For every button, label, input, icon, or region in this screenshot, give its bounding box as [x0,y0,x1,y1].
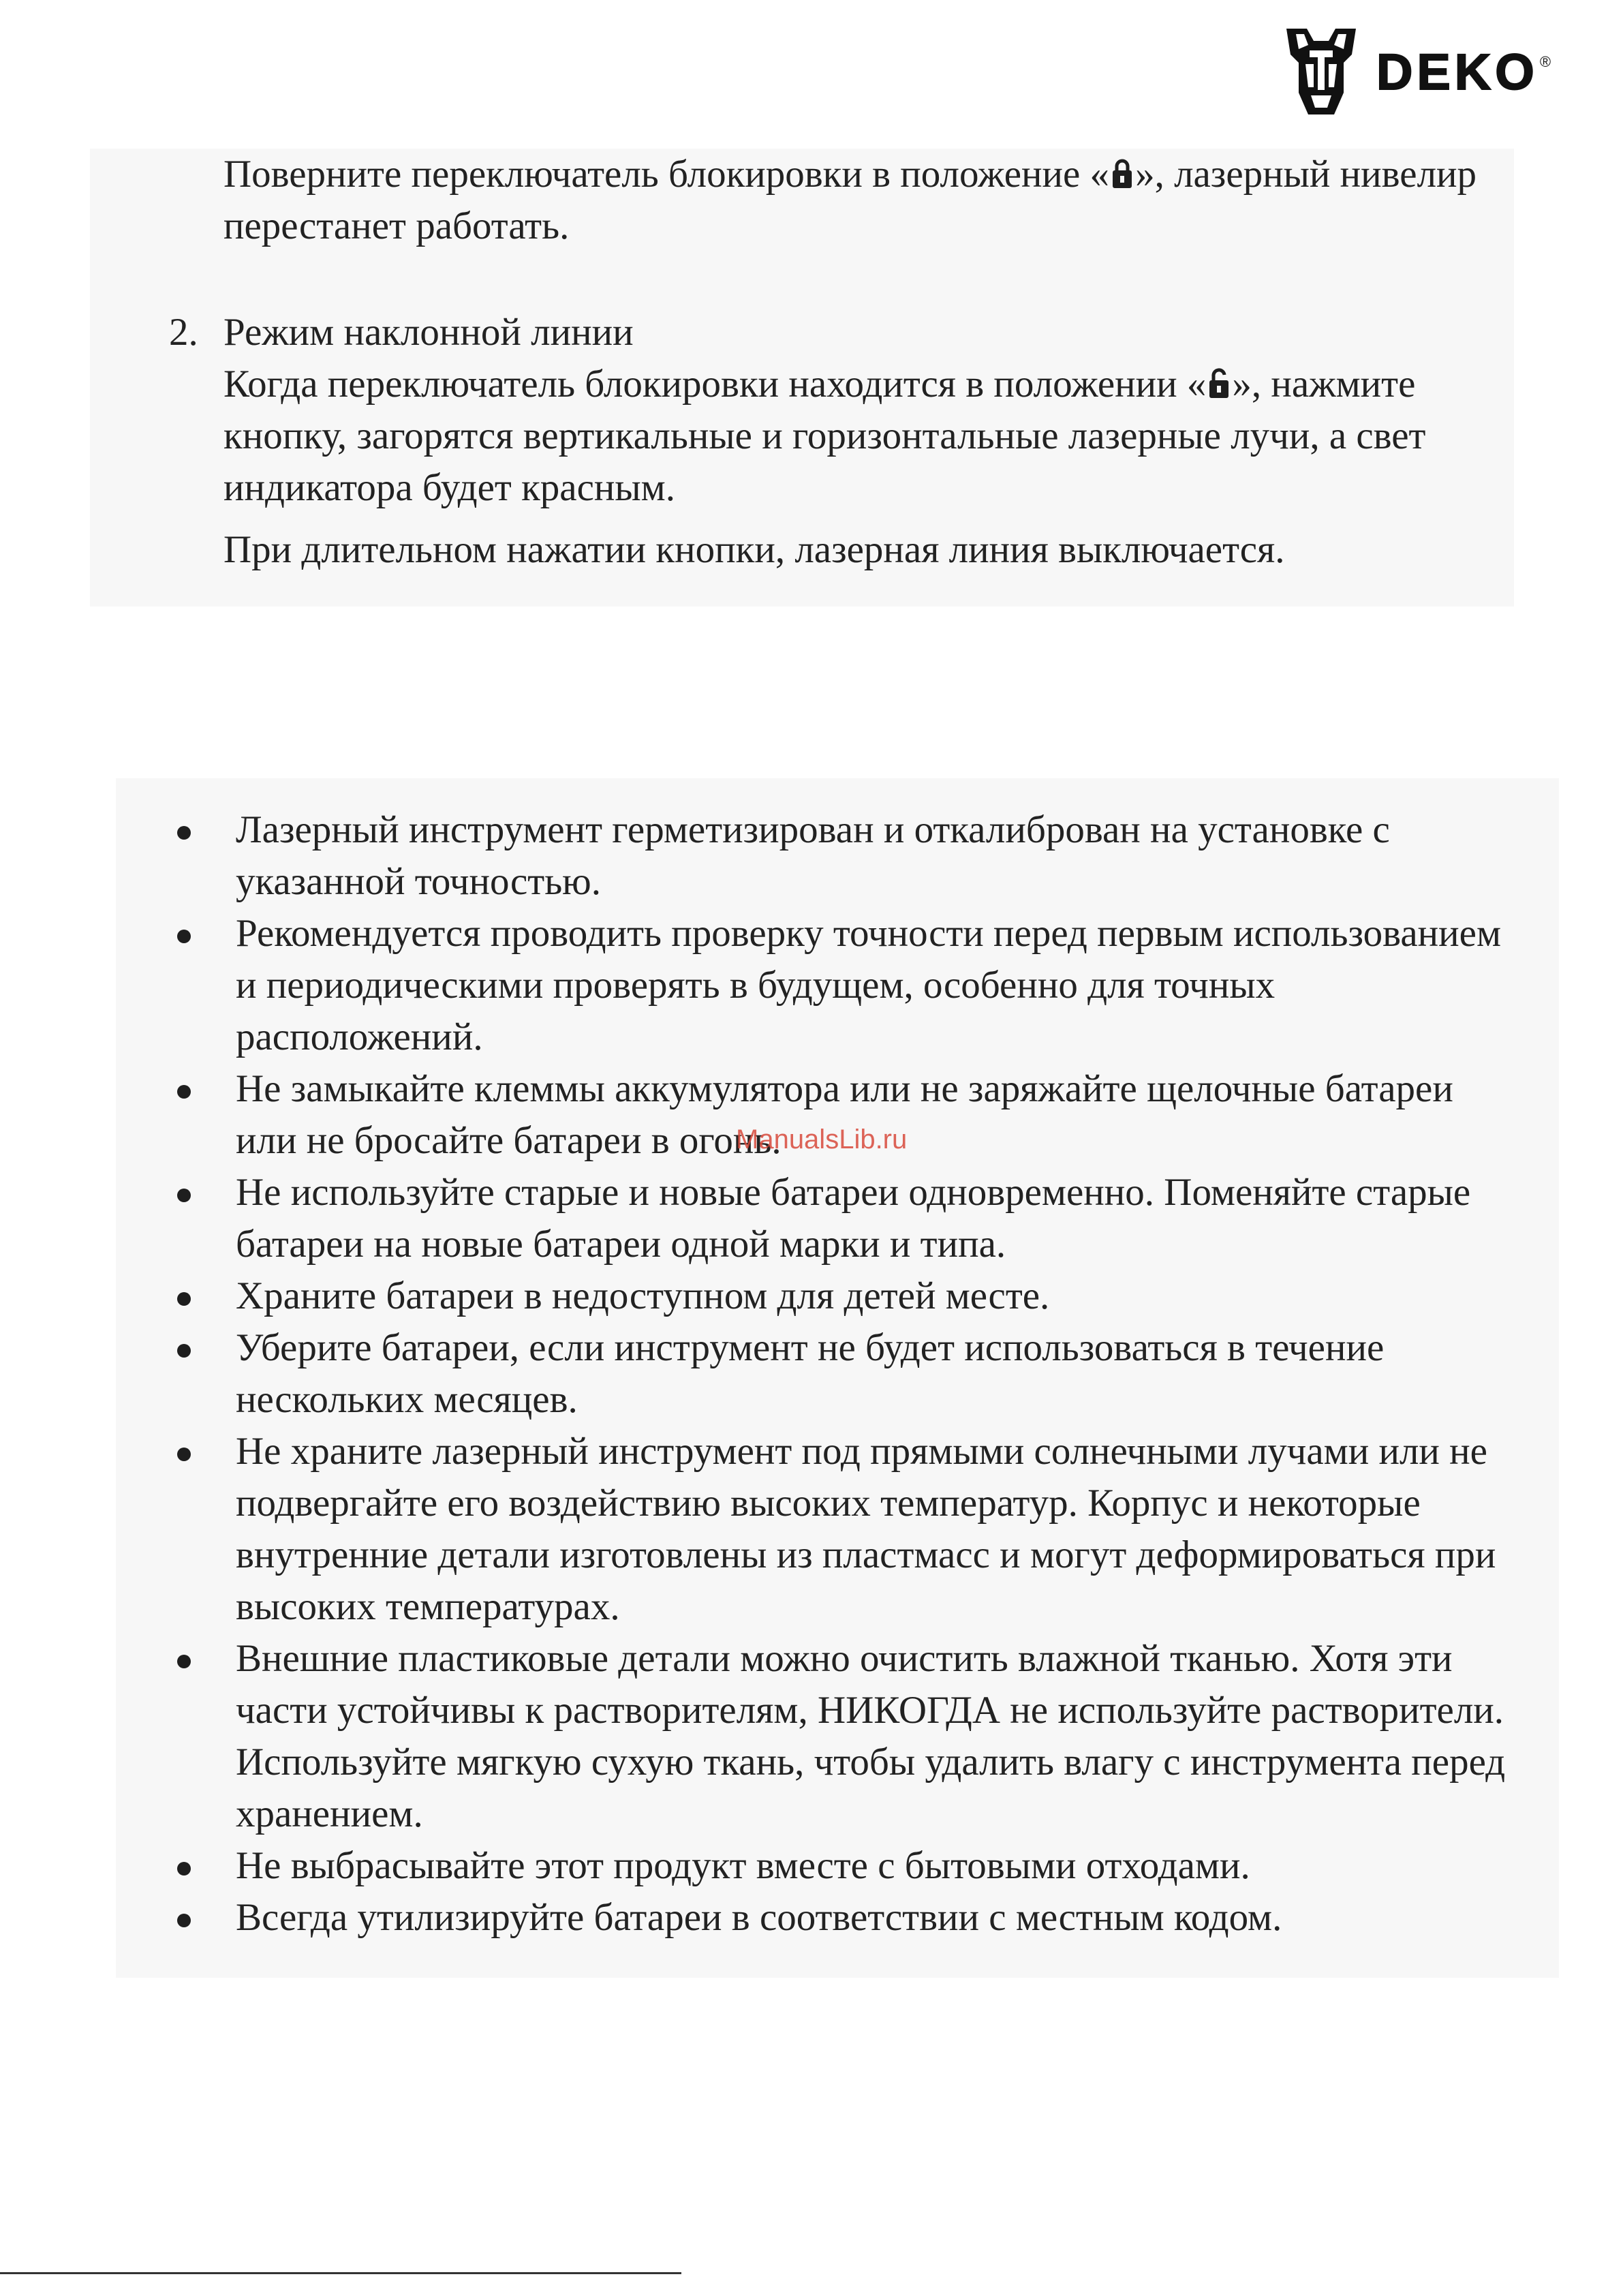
lock-switch-paragraph [223,149,1518,252]
section-heading [169,307,1518,358]
mode-paragraph-2: При длительном нажатии кнопки, лазерная линия выключается. [223,528,1285,571]
list-item-text: Не замыкайте клеммы аккумулятора или не заряжайте щелочные батареи или не бросайте батареи в огонь. [236,1067,1453,1162]
list-item [174,1270,1510,1322]
list-item-text: Внешние пластиковые детали можно очистить влажной тканью. Хотя эти части устойчивы к растворителям, НИКОГДА не используйте растворители. Используйте мягкую сухую ткань, чтобы удалить влагу с инструмента перед хранением. [236,1637,1506,1835]
lock-paragraph-text-end: », лазерный нивелир перестанет работать. [223,153,1477,247]
mode-paragraph-1 [223,358,1518,514]
list-item [174,1840,1510,1892]
brand-logo [1281,25,1581,120]
lock-paragraph-text-start: Поверните переключатель блокировки в положение « [223,153,1110,196]
list-item [174,1892,1510,1944]
section-title: Режим наклонной линии [223,311,634,354]
list-item [174,1322,1510,1426]
bullet-icon [177,1448,191,1461]
list-item [174,1633,1510,1840]
padlock-closed-icon [1111,158,1134,189]
registered-mark: ® [1539,53,1551,70]
watermark: ManualsLib.ru [736,1124,908,1154]
footnote-divider [0,2272,681,2274]
bullet-icon [177,1292,191,1306]
list-item-text: Не храните лазерный инструмент под прямыми солнечными лучами или не подвергайте его воздействию высоких температур. Корпус и некоторые внутренние детали изготовлены из пластмасс и могут деформироваться при высоких температурах. [236,1430,1496,1628]
bullet-icon [177,1862,191,1876]
list-item [174,908,1510,1063]
bullet-icon [177,1189,191,1202]
padlock-open-icon [1207,368,1231,399]
tilt-line-mode-section [169,307,1518,576]
list-item [174,1426,1510,1633]
brand-name: DEKO [1376,44,1539,100]
bullet-icon [177,1344,191,1358]
list-item-text: Лазерный инструмент герметизирован и откалиброван на установке с указанной точностью. [236,808,1390,903]
list-item-text: Всегда утилизируйте батареи в соответствии с местным кодом. [236,1896,1282,1939]
bullet-icon [177,826,191,840]
bullet-icon [177,930,191,943]
safety-notes-list [174,804,1510,1944]
section-body [169,358,1518,576]
list-item [174,804,1510,908]
list-item-text: Рекомендуется проводить проверку точности перед первым использованием и периодическими проверять в будущем, особенно для точных расположений. [236,912,1502,1058]
bullet-icon [177,1085,191,1099]
list-item-text: Уберите батареи, если инструмент не будет использоваться в течение нескольких месяцев. [236,1326,1385,1421]
deko-transformer-logo-icon [1281,25,1361,120]
mode-paragraph-1-start: Когда переключатель блокировки находится в положении « [223,363,1207,405]
bullet-icon [177,1655,191,1668]
list-item-text: Не используйте старые и новые батареи одновременно. Поменяйте старые батареи на новые батареи одной марки и типа. [236,1171,1471,1266]
list-item-text: Храните батареи в недоступном для детей месте. [236,1274,1050,1317]
list-item-text: Не выбрасывайте этот продукт вместе с бытовыми отходами. [236,1844,1250,1887]
mode-paragraph-1-end: », нажмите кнопку, загорятся вертикальные и горизонтальные лазерные лучи, а свет индикатора будет красным. [223,363,1426,509]
section-number: 2. [169,311,198,354]
bullet-icon [177,1914,191,1927]
list-item [174,1167,1510,1270]
